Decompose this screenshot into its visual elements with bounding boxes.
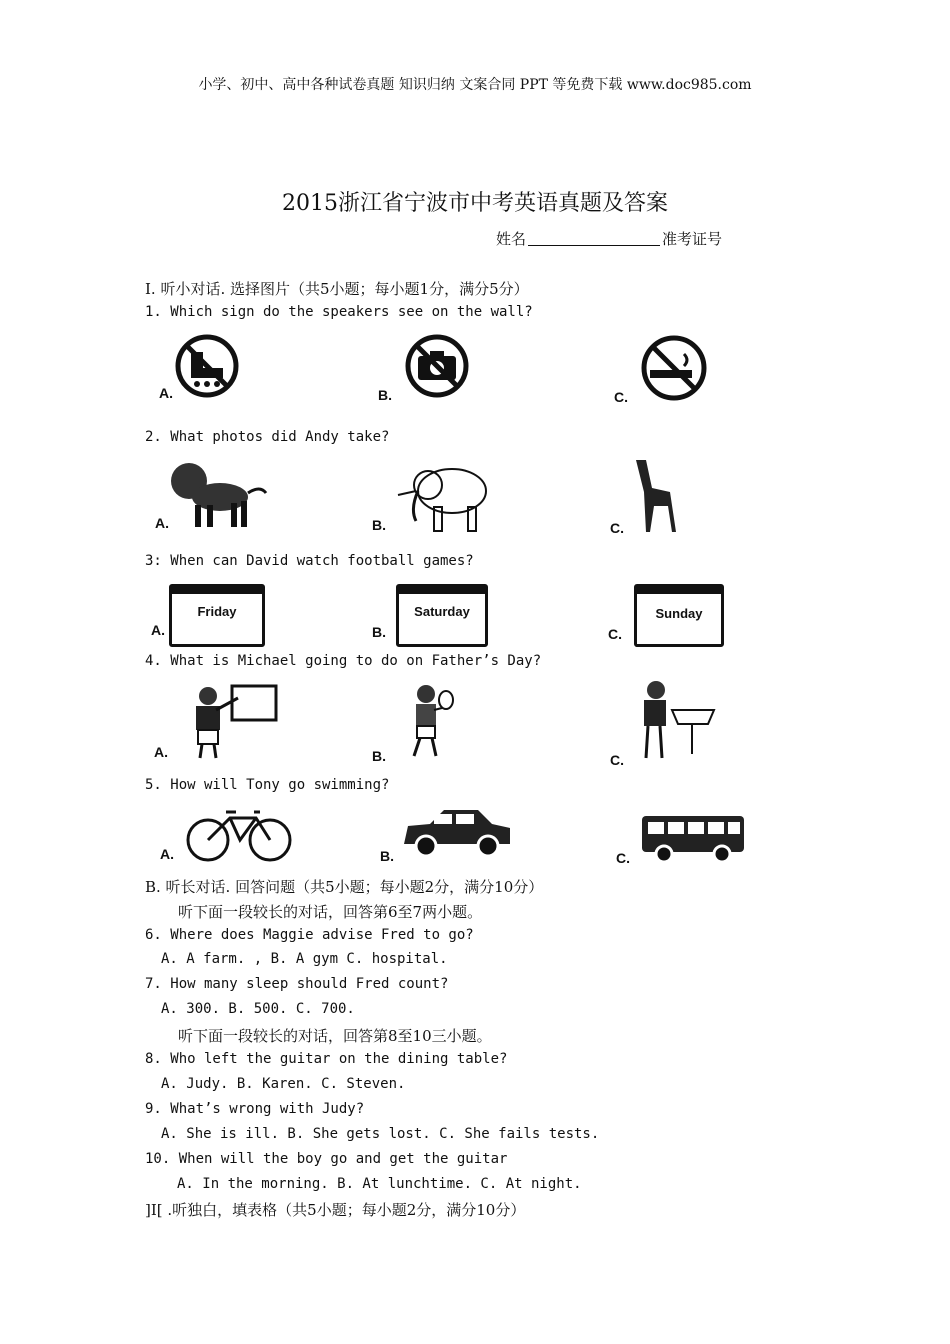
calendar-day: Friday [197,604,237,619]
name-blank[interactable] [528,231,660,246]
option-letter: B. [380,848,394,864]
name-id-field [496,228,722,249]
section-1-heading: I. 听小对话. 选择图片（共5小题；每小题1分，满分5分） [145,280,529,298]
option-2c [606,450,706,540]
question-1: 1. Which sign do the speakers see on the wall? [145,304,533,320]
option-4a [150,680,280,762]
id-label: 准考证号 [662,230,723,248]
option-letter: B. [378,387,392,403]
option-letter: B. [372,748,386,764]
question-9: 9. What’s wrong with Judy? [145,1101,365,1117]
option-4b [370,680,470,765]
option-1b [376,330,496,410]
question-8-options: A. Judy. B. Karen. C. Steven. [161,1076,406,1092]
option-letter: C. [614,389,628,405]
boy-washing-dishes-icon [606,676,726,770]
question-2: 2. What photos did Andy take? [145,429,390,445]
name-label: 姓名 [496,230,527,248]
section-3-heading: ]I[ .听独白，填表格（共5小题；每小题2分，满分10分） [145,1201,526,1219]
calendar-icon [634,584,724,647]
option-3c [606,578,736,644]
car-icon [376,800,516,868]
question-6: 6. Where does Maggie advise Fred to go? [145,927,474,943]
option-2b [370,455,500,540]
page-title: 2015浙江省宁波市中考英语真题及答案 [282,191,668,216]
question-8: 8. Who left the guitar on the dining table? [145,1051,508,1067]
option-letter: A. [151,622,165,638]
bus-icon [612,806,752,868]
option-letter: A. [160,846,174,862]
option-letter: A. [154,744,168,760]
no-camera-sign-icon [376,330,496,410]
question-5: 5. How will Tony go swimming? [145,777,390,793]
elephant-icon [370,455,500,540]
section-2-intro-2: 听下面一段较长的对话，回答第8至10三小题。 [178,1027,492,1045]
option-2a [145,455,275,540]
option-5b [376,800,516,868]
option-letter: C. [610,752,624,768]
option-3a [145,578,275,640]
question-7-options: A. 300. B. 500. C. 700. [161,1001,355,1017]
option-letter: C. [608,626,622,642]
page-header: 小学、初中、高中各种试卷真题 知识归纳 文案合同 PPT 等免费下载 www.doc985.com [198,77,752,93]
question-10-options: A. In the morning. B. At lunchtime. C. At night. [177,1176,582,1192]
question-6-options: A. A farm. , B. A gym C. hospital. [161,951,448,967]
section-2-intro-1: 听下面一段较长的对话，回答第6至7两小题。 [178,903,483,921]
option-1a [145,330,265,410]
calendar-day: Sunday [655,606,703,621]
option-letter: C. [616,850,630,866]
option-3b [370,578,500,640]
option-letter: B. [372,517,386,533]
option-letter: C. [610,520,624,536]
option-5c [612,806,752,868]
option-letter: A. [155,515,169,531]
calendar-icon [396,584,488,647]
option-letter: A. [159,385,173,401]
option-1c [612,330,732,410]
question-7: 7. How many sleep should Fred count? [145,976,449,992]
no-smoking-sign-icon [612,330,732,410]
section-2-heading: B. 听长对话. 回答问题（共5小题；每小题2分，满分10分） [145,878,544,896]
boy-cleaning-window-icon [150,680,280,762]
option-5a [150,800,300,868]
option-4c [606,676,726,770]
option-letter: B. [372,624,386,640]
question-4: 4. What is Michael going to do on Father’s Day? [145,653,542,669]
calendar-icon [169,584,265,647]
calendar-day: Saturday [414,604,470,619]
question-3: 3: When can David watch football games? [145,553,474,569]
question-9-options: A. She is ill. B. She gets lost. C. She fails tests. [161,1126,600,1142]
question-10: 10. When will the boy go and get the guitar [145,1151,508,1167]
